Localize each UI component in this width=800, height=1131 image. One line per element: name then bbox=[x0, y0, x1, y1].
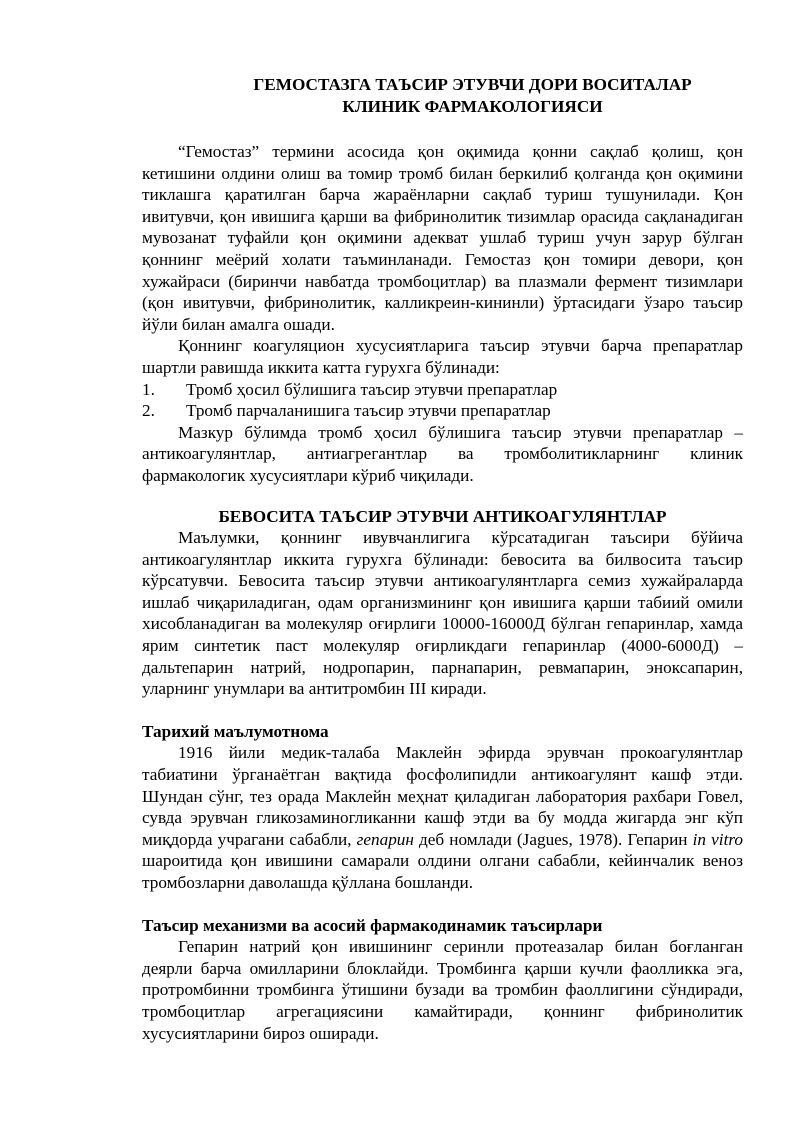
history-text-part-2: деб номлади (Jagues, 1978). Гепарин bbox=[413, 829, 693, 849]
page-title bbox=[142, 74, 743, 118]
section-paragraph: Маълумки, қоннинг ивувчанлигига кўрсатадиган таъсири бўйича антикоагулянтлар иккита гурухга бўлинади: бевосита ва билвосита таъсир кўрсатувчи. Бевосита таъсир этувчи антикоагулянтларга семиз хужайраларда ишлаб чиқариладиган, одам организмининг қон ивишига қарши табиий омили хисобланадиган ва молекуляр оғирлиги 10000-16000Д бўлган гепаринлар, хамда ярим синтетик паст молекуляр оғирликдаги гепаринлар (4000-6000Д) – дальтепарин натрий, нодропарин, парнапарин, ревмапарин, эноксапарин, уларнинг унумлари ва антитромбин III киради. bbox=[142, 528, 743, 699]
history-paragraph bbox=[142, 742, 743, 893]
title-line-1: ГЕМОСТАЗГА ТАЪСИР ЭТУВЧИ ДОРИ ВОСИТАЛАР bbox=[253, 75, 692, 94]
intro-paragraph-3: Мазкур бўлимда тромб ҳосил бўлишига таъсир этувчи препаратлар – антикоагулянтлар, антиагрегантлар ва тромболитикларнинг клиник фармакологик хусусиятлари кўриб чиқилади. bbox=[142, 422, 743, 485]
list-item bbox=[142, 379, 743, 401]
list-item-text: Тромб ҳосил бўлишига таъсир этувчи препаратлар bbox=[186, 379, 558, 399]
section-heading: БЕВОСИТА ТАЪСИР ЭТУВЧИ АНТИКОАГУЛЯНТЛАР bbox=[218, 506, 667, 526]
history-text-part-3: шароитида қон ивишини самарали олдини олгани сабабли, кейинчалик веноз тромбозларни даволашда қўллана бошланди. bbox=[142, 851, 743, 892]
list-item-text: Тромб парчаланишига таъсир этувчи препаратлар bbox=[186, 401, 551, 421]
list-item bbox=[142, 400, 743, 422]
history-text-part-1: 1916 йили медик-талаба Маклейн эфирда эрувчан прокоагулянтлар табиатини ўрганаётган вақтида фосфолипидли антикоагулянт кашф этди. Шундан сўнг, тез орада Маклейн меҳнат қиладиган лаборатория рахбари Говел, сувда эрувчан гликозаминогликанни кашф этди ва бу модда жигарда энг кўп миқдорда учрагани сабабли, bbox=[142, 743, 743, 849]
mechanism-heading: Таъсир механизми ва асосий фармакодинамик таъсирлари bbox=[142, 915, 603, 935]
title-line-2: КЛИНИК ФАРМАКОЛОГИЯСИ bbox=[342, 97, 603, 116]
history-heading: Тарихий маълумотнома bbox=[142, 721, 329, 741]
document-page bbox=[142, 74, 743, 1044]
mechanism-paragraph: Гепарин натрий қон ивишининг серинли протеазалар билан боғланган деярли барча омилларини блоклайди. Тромбинга қарши кучли фаолликка эга, протромбинни тромбинга ўтишини бузади ва тромбин фаоллигини сўндиради, тромбоцитлар агрегациясини камайтиради, қоннинг фибринолитик хусусиятларини бироз оширади. bbox=[142, 937, 743, 1043]
intro-paragraph-1: “Гемостаз” термини асосида қон оқимида қонни сақлаб қолиш, қон кетишини олдини олиш ва томир тромб билан беркилиб қолганда қон оқимини тиклашга қаратилган барча жараёнларни сақлаб туриш тушунилади. Қон ивитувчи, қон ивишига қарши ва фибринолитик тизимлар орасида сақланадиган мувозанат туфайли қон оқимини адекват ушлаб туриш учун зарур бўлган қоннинг меёрий холати таъминланади. Гемостаз қон томири девори, қон хужайраси (биринчи навбатда тромбоцитлар) ва плазмали фермент тизимлари (қон ивитувчи, фибринолитик, калликреин-кининли) ўртасидаги ўзаро таъсир йўли билан амалга ошади. bbox=[142, 142, 743, 334]
intro-paragraph-2: Қоннинг коагуляцион хусусиятларига таъсир этувчи барча препаратлар шартли равишда иккита катта гурухга бўлинади: bbox=[142, 336, 743, 377]
history-italic-in-vitro: in vitro bbox=[692, 829, 743, 849]
list-item-number: 1. bbox=[142, 379, 155, 399]
list-item-number: 2. bbox=[142, 401, 155, 421]
history-italic-heparin: гепарин bbox=[356, 829, 414, 849]
